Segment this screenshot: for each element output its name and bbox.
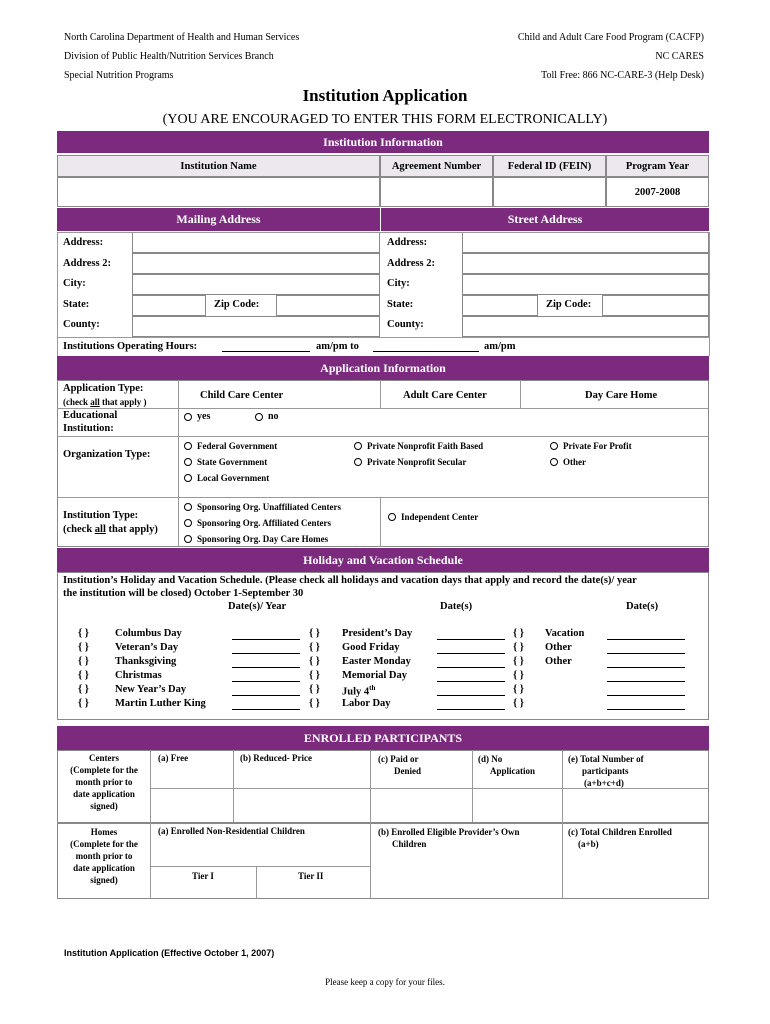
institution-type-note: (check all that apply)	[63, 524, 158, 535]
holiday-name: Vacation	[545, 628, 585, 639]
enrolled-band: ENROLLED PARTICIPANTS	[57, 726, 709, 750]
radio-icon	[184, 535, 192, 543]
holiday-date-field[interactable]	[232, 653, 300, 654]
page-subtitle: (YOU ARE ENCOURAGED TO ENTER THIS FORM ELECTRONICALLY)	[162, 112, 608, 127]
institution-info-band: Institution Information	[57, 131, 709, 153]
holiday-checkbox[interactable]: { }	[78, 628, 89, 639]
holiday-checkbox[interactable]: { }	[513, 642, 524, 653]
street-state-label: State:	[387, 299, 414, 310]
holiday-date-field[interactable]	[437, 709, 505, 710]
program-year-value: 2007-2008	[606, 177, 709, 207]
homes-label: Homes (Complete for the month prior to date application signed)	[70, 827, 138, 885]
holiday-band: Holiday and Vacation Schedule	[57, 548, 709, 572]
mailing-zip-label: Zip Code:	[214, 299, 260, 310]
holiday-checkbox[interactable]: { }	[513, 628, 524, 639]
radio-icon	[184, 413, 192, 421]
holiday-date-field[interactable]	[607, 681, 685, 682]
col-institution-name: Institution Name	[57, 155, 380, 177]
mailing-zip-input[interactable]	[276, 295, 380, 316]
tier1-label: Tier I	[192, 871, 214, 881]
provider-own-label: (b) Enrolled Eligible Provider’s Own Children	[378, 827, 520, 849]
reduced-label: (b) Reduced- Price	[240, 753, 312, 763]
holiday-date-field[interactable]	[437, 639, 505, 640]
institution-label: Institution:	[63, 423, 114, 434]
mailing-address-input[interactable]	[132, 232, 380, 253]
holiday-date-field[interactable]	[607, 667, 685, 668]
holiday-date-field[interactable]	[232, 639, 300, 640]
org-secular-radio[interactable]: Private Nonprofit Secular	[354, 457, 466, 467]
educational-label: Educational	[63, 410, 118, 421]
holiday-date-field[interactable]	[437, 695, 505, 696]
holiday-date-field[interactable]	[437, 681, 505, 682]
holiday-checkbox[interactable]: { }	[78, 642, 89, 653]
radio-icon	[184, 474, 192, 482]
holiday-name: Christmas	[115, 670, 162, 681]
street-county-input[interactable]	[462, 316, 709, 337]
footer-form-name: Institution Application (Effective October 1, 2007)	[64, 948, 275, 958]
holiday-name: Easter Monday	[342, 656, 411, 667]
operating-hours-label: Institutions Operating Hours:	[63, 341, 198, 352]
holiday-checkbox[interactable]: { }	[78, 684, 89, 695]
mailing-state-label: State:	[63, 299, 90, 310]
holiday-name: Good Friday	[342, 642, 400, 653]
application-type-note: (check all that apply )	[63, 397, 147, 407]
col-agreement-number: Agreement Number	[380, 155, 493, 177]
header-program: Child and Adult Care Food Program (CACFP)	[517, 32, 704, 43]
street-address2-input[interactable]	[462, 253, 709, 274]
hours-close-field[interactable]	[373, 351, 479, 352]
inst-independent-radio[interactable]: Independent Center	[388, 512, 478, 522]
nonresidential-label: (a) Enrolled Non-Residential Children	[158, 826, 305, 836]
holiday-checkbox[interactable]: { }	[513, 670, 524, 681]
holiday-checkbox[interactable]: { }	[309, 670, 320, 681]
col-program-year: Program Year	[606, 155, 709, 177]
child-care-center-option[interactable]: Child Care Center	[200, 390, 284, 401]
holiday-name: New Year’s Day	[115, 684, 187, 695]
street-zip-input[interactable]	[602, 295, 709, 316]
org-forprofit-radio[interactable]: Private For Profit	[550, 441, 632, 451]
holiday-checkbox[interactable]: { }	[513, 656, 524, 667]
holiday-name: Columbus Day	[115, 628, 182, 639]
hours-ampm-to: am/pm to	[316, 341, 359, 352]
holiday-checkbox[interactable]: { }	[309, 656, 320, 667]
holiday-date-field[interactable]	[607, 639, 685, 640]
footer-keep-copy: Please keep a copy for your files.	[325, 977, 445, 987]
page-title: Institution Application	[302, 86, 468, 105]
holiday-name: Martin Luther King	[115, 698, 206, 709]
radio-icon	[550, 442, 558, 450]
holiday-checkbox[interactable]: { }	[309, 628, 320, 639]
holiday-date-field[interactable]	[232, 681, 300, 682]
holiday-name: Other	[545, 656, 572, 667]
radio-icon	[550, 458, 558, 466]
hours-ampm: am/pm	[484, 341, 516, 352]
edu-yes-radio[interactable]: yes	[184, 411, 210, 422]
agreement-number-field[interactable]	[380, 177, 493, 207]
radio-icon	[184, 519, 192, 527]
holiday-col3-header: Date(s)	[626, 601, 659, 612]
mailing-address-label: Address:	[63, 237, 104, 248]
holiday-checkbox[interactable]: { }	[309, 698, 320, 709]
street-city-input[interactable]	[462, 274, 709, 295]
org-faith-radio[interactable]: Private Nonprofit Faith Based	[354, 441, 483, 451]
holiday-checkbox[interactable]: { }	[78, 656, 89, 667]
mailing-address2-label: Address 2:	[63, 258, 111, 269]
holiday-checkbox[interactable]: { }	[513, 684, 524, 695]
edu-no-radio[interactable]: no	[255, 411, 279, 422]
holiday-checkbox[interactable]: { }	[78, 698, 89, 709]
street-state-input[interactable]	[462, 295, 538, 316]
holiday-date-field[interactable]	[607, 695, 685, 696]
inst-affiliated-radio[interactable]: Sponsoring Org. Affiliated Centers	[184, 518, 331, 528]
total-children-label: (c) Total Children Enrolled (a+b)	[568, 827, 672, 849]
holiday-checkbox[interactable]: { }	[513, 698, 524, 709]
hours-open-field[interactable]	[222, 351, 310, 352]
holiday-date-field[interactable]	[437, 667, 505, 668]
street-county-label: County:	[387, 319, 424, 330]
org-state-radio[interactable]: State Government	[184, 457, 267, 467]
holiday-date-field[interactable]	[607, 709, 685, 710]
radio-icon	[354, 458, 362, 466]
adult-care-center-option[interactable]: Adult Care Center	[403, 390, 487, 401]
mailing-county-input[interactable]	[132, 316, 380, 337]
org-local-radio[interactable]: Local Government	[184, 473, 269, 483]
header-division: Division of Public Health/Nutrition Services Branch	[64, 51, 274, 62]
street-city-label: City:	[387, 278, 410, 289]
holiday-checkbox[interactable]: { }	[78, 670, 89, 681]
fein-field[interactable]	[493, 177, 606, 207]
header-left	[64, 31, 299, 82]
holiday-name: Other	[545, 642, 572, 653]
holiday-date-field[interactable]	[232, 667, 300, 668]
mailing-city-input[interactable]	[132, 274, 380, 295]
street-zip-label: Zip Code:	[546, 299, 592, 310]
holiday-col2-header: Date(s)	[440, 601, 473, 612]
mailing-state-input[interactable]	[132, 295, 206, 316]
holiday-name: Memorial Day	[342, 670, 408, 681]
mailing-address-band: Mailing Address	[57, 208, 380, 231]
holiday-superscript: th	[369, 684, 376, 692]
holiday-checkbox[interactable]: { }	[309, 642, 320, 653]
header-tollfree: Toll Free: 866 NC-CARE-3 (Help Desk)	[541, 70, 704, 81]
day-care-home-option[interactable]: Day Care Home	[585, 390, 658, 401]
no-application-label: (d) No Application	[478, 754, 536, 776]
holiday-name: President’s Day	[342, 628, 413, 639]
holiday-intro-1: Institution’s Holiday and Vacation Schedule. (Please check all holidays and vacation days that apply and record the date(s)/ year	[63, 575, 637, 586]
application-type-label: Application Type:	[63, 383, 144, 394]
application-info-band: Application Information	[57, 356, 709, 380]
holiday-col1-header: Date(s)/ Year	[228, 601, 287, 612]
col-fein: Federal ID (FEIN)	[493, 155, 606, 177]
holiday-intro-2: the institution will be closed) October 1-September 30	[63, 588, 304, 599]
holiday-date-field[interactable]	[437, 653, 505, 654]
street-address-band: Street Address	[381, 208, 709, 231]
mailing-city-label: City:	[63, 278, 86, 289]
org-other-radio[interactable]: Other	[550, 457, 586, 467]
radio-icon	[388, 513, 396, 521]
header-programs: Special Nutrition Programs	[64, 70, 174, 81]
inst-daycare-homes-radio[interactable]: Sponsoring Org. Day Care Homes	[184, 534, 328, 544]
centers-label: Centers (Complete for the month prior to date application signed)	[70, 753, 138, 811]
radio-icon	[184, 442, 192, 450]
inst-unaffiliated-radio[interactable]: Sponsoring Org. Unaffiliated Centers	[184, 502, 341, 512]
organization-type-label: Organization Type:	[63, 449, 151, 460]
mailing-county-label: County:	[63, 319, 100, 330]
street-address-label: Address:	[387, 237, 428, 248]
free-label: (a) Free	[158, 753, 189, 763]
holiday-name: July 4th	[342, 684, 376, 698]
holiday-date-field[interactable]	[607, 653, 685, 654]
header-nc-cares: NC CARES	[655, 51, 704, 62]
holiday-name: Labor Day	[342, 698, 391, 709]
street-address2-label: Address 2:	[387, 258, 435, 269]
street-address-input[interactable]	[462, 232, 709, 253]
holiday-name: Veteran’s Day	[115, 642, 179, 653]
holiday-name: Thanksgiving	[115, 656, 177, 667]
mailing-address2-input[interactable]	[132, 253, 380, 274]
paid-label: (c) Paid or Denied	[378, 754, 421, 776]
tier2-label: Tier II	[298, 871, 324, 881]
institution-type-label: Institution Type:	[63, 510, 139, 521]
radio-icon	[184, 458, 192, 466]
holiday-checkbox[interactable]: { }	[309, 684, 320, 695]
radio-icon	[255, 413, 263, 421]
holiday-date-field[interactable]	[232, 695, 300, 696]
header-right	[518, 31, 704, 82]
institution-name-field[interactable]	[57, 177, 380, 207]
radio-icon	[354, 442, 362, 450]
radio-icon	[184, 503, 192, 511]
header-agency: North Carolina Department of Health and Human Services	[64, 32, 300, 43]
total-participants-label: (e) Total Number of participants (a+b+c+d)	[568, 754, 644, 788]
org-federal-radio[interactable]: Federal Government	[184, 441, 277, 451]
holiday-date-field[interactable]	[232, 709, 300, 710]
